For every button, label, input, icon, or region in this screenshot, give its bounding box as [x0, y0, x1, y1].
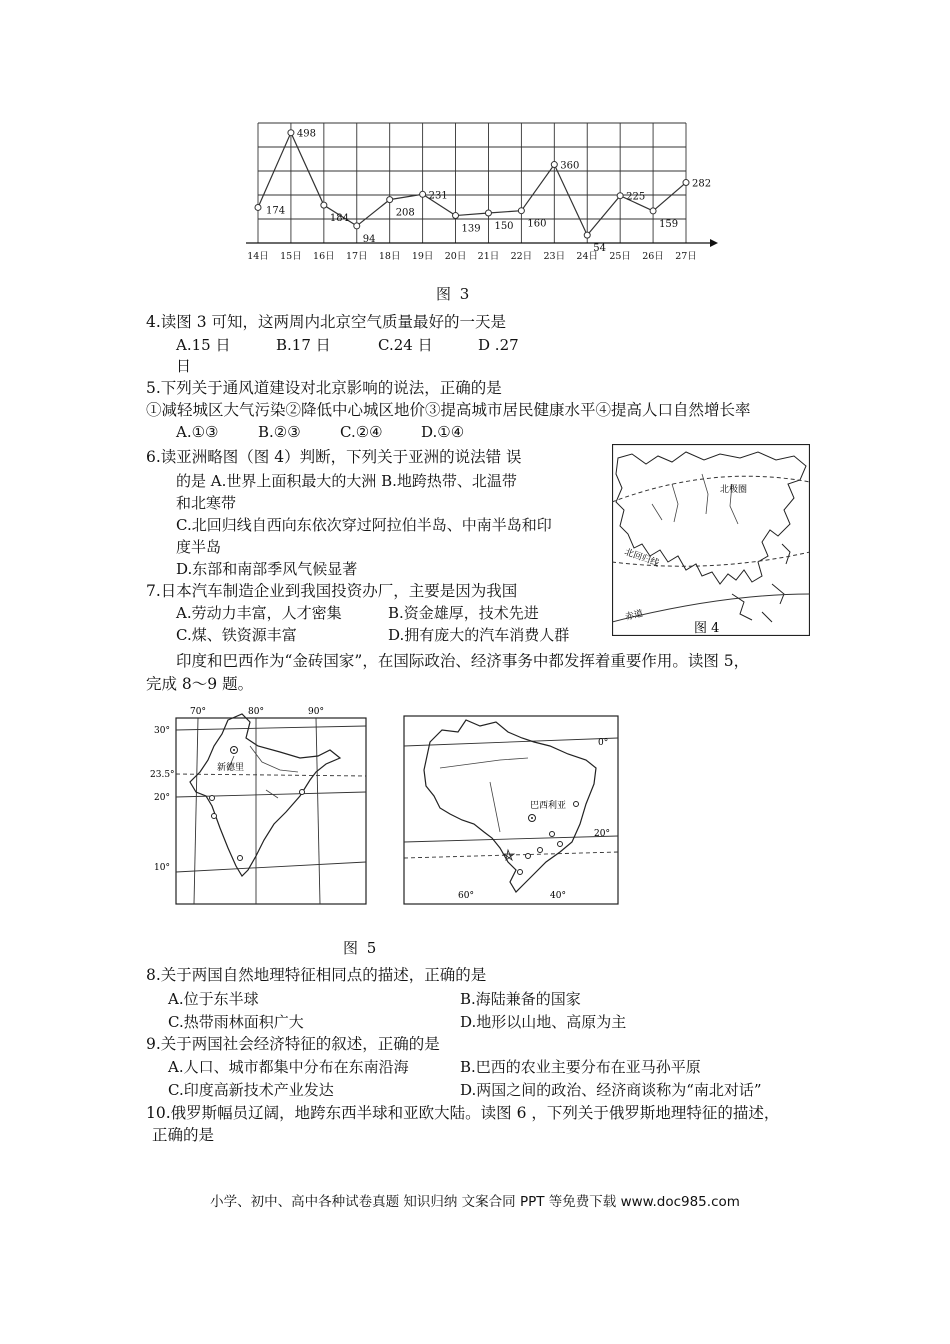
data-label: 208 — [395, 207, 415, 219]
q5-option-a: A.①③ — [176, 423, 219, 441]
x-tick-label: 15日 — [280, 251, 302, 262]
asia-map — [612, 444, 810, 636]
tropic-label: 北回归线 — [622, 547, 661, 570]
india-lon-70: 70° — [190, 707, 206, 717]
x-tick-label: 21日 — [477, 251, 500, 262]
q9-option-c: C.印度高新技术产业发达 — [168, 1081, 334, 1099]
data-label: 231 — [428, 190, 448, 202]
x-tick-label: 22日 — [510, 251, 533, 262]
q4-wrap: 日 — [176, 357, 192, 375]
q7-option-b: B.资金雄厚，技术先进 — [388, 604, 539, 622]
data-label: 174 — [266, 205, 286, 217]
data-point — [650, 208, 656, 214]
q6-line3: 和北寒带 — [176, 494, 237, 512]
q8-option-b: B.海陆兼备的国家 — [460, 990, 581, 1008]
data-point — [485, 210, 491, 216]
q9-option-a: A.人口、城市都集中分布在东南沿海 — [168, 1058, 409, 1076]
india-lat-23-5: 23.5° — [150, 770, 175, 780]
q7-option-a: A.劳动力丰富，人才密集 — [176, 604, 342, 622]
q6-stem: 6.读亚洲略图（图 4）判断，下列关于亚洲的说法错 误 — [146, 448, 522, 466]
q7-option-d: D.拥有庞大的汽车消费人群 — [388, 626, 570, 644]
x-tick-label: 26日 — [642, 251, 664, 262]
x-tick-label: 27日 — [675, 251, 697, 262]
data-point — [617, 193, 623, 199]
data-label: 159 — [659, 218, 679, 230]
data-label: 94 — [362, 233, 376, 245]
q8-option-c: C.热带雨林面积广大 — [168, 1013, 304, 1031]
equator-label: 赤道 — [624, 608, 645, 623]
data-point — [288, 130, 294, 136]
q4-stem: 4.读图 3 可知，这两周内北京空气质量最好的一天是 — [146, 313, 507, 331]
series-line — [258, 133, 686, 235]
india-lat-20: 20° — [154, 793, 170, 803]
q10-line1: 10.俄罗斯幅员辽阔，地跨东西半球和亚欧大陆。读图 6 ，下列关于俄罗斯地理特征的描述， — [146, 1104, 780, 1122]
data-label: 360 — [560, 160, 580, 172]
q6-line5: 度半岛 — [176, 538, 222, 556]
x-tick-label: 14日 — [247, 251, 269, 262]
data-label: 54 — [593, 243, 606, 255]
india-lat-30: 30° — [154, 726, 170, 736]
q6-line6: D.东部和南部季风气候显著 — [176, 560, 358, 578]
data-point — [255, 204, 261, 210]
data-label: 160 — [527, 218, 547, 230]
india-lat-10: 10° — [154, 863, 170, 873]
q7-stem: 7.日本汽车制造企业到我国投资办厂，主要是因为我国 — [146, 582, 518, 600]
data-point — [683, 180, 689, 186]
q6-line2: 的是 A.世界上面积最大的大洲 B.地跨热带、北温带 — [176, 472, 517, 490]
data-label: 282 — [692, 178, 712, 190]
x-tick-label: 18日 — [378, 251, 401, 262]
figure-4-caption: 图 4 — [694, 621, 720, 636]
data-point — [321, 202, 327, 208]
x-axis-arrow-icon — [710, 239, 718, 247]
q5-items: ①减轻城区大气污染②降低中心城区地价③提高城市居民健康水平④提高人口自然增长率 — [146, 401, 751, 419]
q6-line4: C.北回归线自西向东依次穿过阿拉伯半岛、中南半岛和印 — [176, 516, 552, 534]
data-point — [354, 223, 360, 229]
x-tick-label: 19日 — [411, 251, 434, 262]
chart-points — [255, 130, 689, 238]
brasilia-label: 巴西利亚 — [530, 801, 567, 811]
x-tick-label: 24日 — [576, 251, 599, 262]
aqi-line-chart — [240, 115, 720, 270]
intro-line2: 完成 8～9 题。 — [146, 675, 254, 693]
arctic-circle-label: 北极圈 — [720, 485, 748, 495]
brazil-lon-40: 40° — [550, 891, 566, 901]
data-point — [420, 191, 426, 197]
q9-option-d: D.两国之间的政治、经济商谈称为“南北对话” — [460, 1081, 762, 1099]
chart-grid — [246, 123, 718, 247]
q4-option-a: A.15 日 — [176, 336, 231, 354]
india-lon-90: 90° — [308, 707, 324, 717]
data-point — [584, 232, 590, 238]
figure-5-caption: 图 5 — [343, 939, 379, 957]
q7-option-c: C.煤、铁资源丰富 — [176, 626, 297, 644]
intro-line1: 印度和巴西作为“金砖国家”，在国际政治、经济事务中都发挥着重要作用。读图 5， — [176, 652, 750, 670]
q5-option-c: C.②④ — [340, 423, 383, 441]
q5-stem: 5.下列关于通风道建设对北京影响的说法，正确的是 — [146, 379, 502, 397]
q8-option-d: D.地形以山地、高原为主 — [460, 1013, 627, 1031]
figure-3-caption: 图 3 — [436, 285, 472, 303]
x-tick-label: 25日 — [609, 251, 631, 262]
q4-option-c: C.24 日 — [378, 336, 433, 354]
q5-option-d: D.①④ — [421, 423, 465, 441]
q5-option-b: B.②③ — [258, 423, 301, 441]
india-map — [150, 700, 370, 910]
data-label: 225 — [626, 191, 646, 203]
brazil-lat-20: 20° — [594, 829, 610, 839]
page-footer: 小学、初中、高中各种试卷真题 知识归纳 文案合同 PPT 等免费下载 www.doc985.com — [210, 1194, 740, 1210]
data-point — [518, 208, 524, 214]
brazil-lat-0: 0° — [598, 738, 609, 748]
q10-line2: 正确的是 — [152, 1126, 215, 1144]
q9-stem: 9.关于两国社会经济特征的叙述，正确的是 — [146, 1035, 440, 1053]
x-tick-label: 16日 — [313, 251, 335, 262]
chart-series-line — [258, 133, 686, 235]
x-tick-label: 23日 — [543, 251, 566, 262]
brazil-lon-60: 60° — [458, 891, 474, 901]
data-point — [551, 162, 557, 168]
brazil-map — [400, 712, 622, 908]
new-delhi-label: 新德里 — [217, 763, 245, 773]
data-point — [387, 197, 393, 203]
data-label: 498 — [296, 128, 317, 140]
q8-stem: 8.关于两国自然地理特征相同点的描述，正确的是 — [146, 966, 487, 984]
data-label: 150 — [494, 221, 514, 232]
data-label: 139 — [461, 223, 481, 235]
x-tick-label: 17日 — [345, 251, 368, 262]
q4-option-b: B.17 日 — [276, 336, 331, 354]
chart-tick-labels — [247, 251, 697, 262]
data-label: 184 — [329, 213, 349, 225]
india-lon-80: 80° — [248, 707, 264, 717]
q9-option-b: B.巴西的农业主要分布在亚马孙平原 — [460, 1058, 701, 1076]
data-point — [453, 213, 459, 219]
q4-option-d: D .27 — [478, 336, 519, 354]
x-tick-label: 20日 — [444, 251, 467, 262]
q8-option-a: A.位于东半球 — [168, 990, 259, 1008]
